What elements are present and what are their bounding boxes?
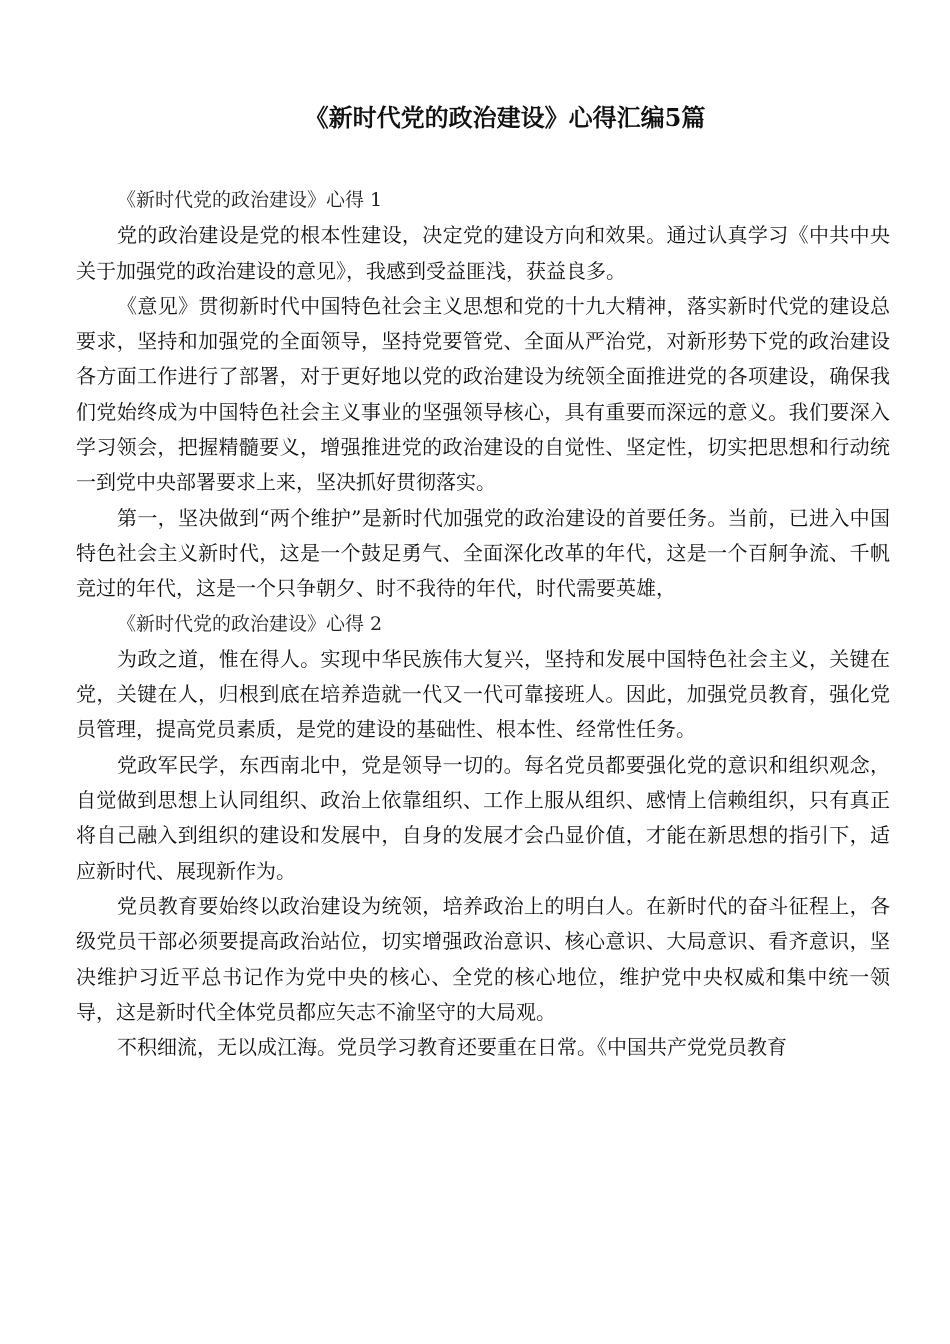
document-title: 《新时代党的政治建设》心得汇编5篇 [304,103,706,132]
paragraph-2-2: 党政军民学，东西南北中，党是领导一切的。每名党员都要强化党的意识和组织观念，自觉做到思想上认同组织、政治上依靠组织、工作上服从组织、感情上信赖组织，只有真正将自己融入到组织的建设和发展中，自身的发展才会凸显价值，才能在新思想的指引下，适应新时代、展现新作为。 [76,752,890,883]
section-heading-1: 《新时代党的政治建设》心得 1 [117,189,383,211]
section-heading-2: 《新时代党的政治建设》心得 2 [117,612,383,635]
paragraph-1-1: 党的政治建设是党的根本性建设，决定党的建设方向和效果。通过认真学习《中共中央关于加强党的政治建设的意见》，我感到受益匪浅，获益良多。 [76,223,890,283]
paragraph-1-3: 第一，坚决做到“两个维护”是新时代加强党的政治建设的首要任务。当前，已进入中国特色社会主义新时代，这是一个鼓足勇气、全面深化改革的年代，这是一个百舸争流、千帆竞过的年代，这是一个只争朝夕、时不我待的年代，时代需要英雄， [76,505,890,601]
paragraph-2-3: 党员教育要始终以政治建设为统领，培养政治上的明白人。在新时代的奋斗征程上，各级党员干部必须要提高政治站位，切实增强政治意识、核心意识、大局意识、看齐意识，坚决维护习近平总书记作为党中央的核心、全党的核心地位，维护党中央权威和集中统一领导，这是新时代全体党员都应矢志不渝坚守的大局观。 [76,893,890,1024]
paragraph-2-1: 为政之道，惟在得人。实现中华民族伟大复兴，坚持和发展中国特色社会主义，关键在党，关键在人，归根到底在培养造就一代又一代可靠接班人。因此，加强党员教育，强化党员管理，提高党员素质，是党的建设的基础性、根本性、经常性任务。 [76,646,890,742]
paragraph-2-4: 不积细流，无以成江海。党员学习教育还要重在日常。《中国共产党党员教育 [117,1035,787,1060]
paragraph-1-2: 《意见》贯彻新时代中国特色社会主义思想和党的十九大精神，落实新时代党的建设总要求，坚持和加强党的全面领导，坚持党要管党、全面从严治党，对新形势下党的政治建设各方面工作进行了部署，对于更好地以党的政治建设为统领全面推进党的各项建设，确保我们党始终成为中国特色社会主义事业的坚强领导核心，具有重要而深远的意义。我们要深入学习领会，把握精髓要义，增强推进党的政治建设的自觉性、坚定性，切实把思想和行动统一到党中央部署要求上来，坚决抓好贯彻落实。 [76,293,890,495]
document-body [76,183,890,1065]
